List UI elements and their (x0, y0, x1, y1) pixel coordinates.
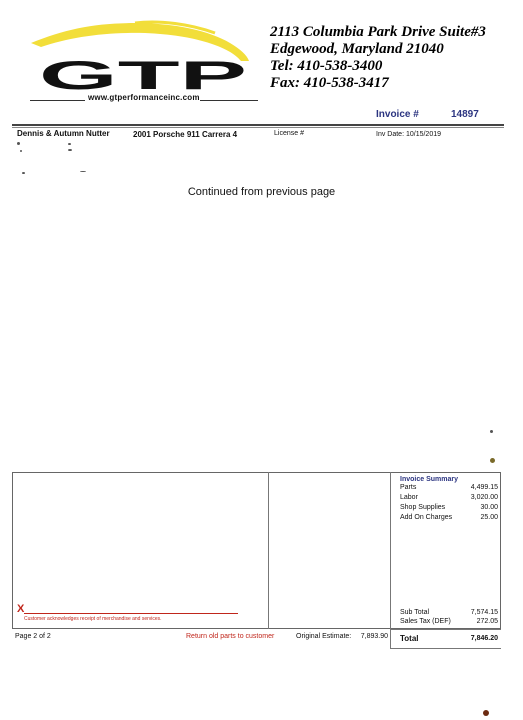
customer-name: Dennis & Autumn Nutter (17, 129, 110, 138)
speck (20, 150, 22, 152)
original-estimate-value: 7,893.90 (360, 633, 388, 640)
summary-parts-label: Parts (400, 484, 417, 491)
header-divider (12, 124, 504, 126)
box-divider-2 (390, 472, 391, 649)
summary-add-on-value: 25.00 (480, 514, 498, 521)
acknowledgement-text: Customer acknowledges receipt of merchandise and services. (24, 616, 162, 622)
summary-parts-value: 4,499.15 (470, 484, 498, 491)
summary-shop-supplies-value: 30.00 (480, 504, 498, 511)
subtotal-value: 7,574.15 (470, 609, 498, 616)
speck (17, 142, 20, 145)
summary-labor-value: 3,020.00 (470, 494, 498, 501)
summary-labor-label: Labor (400, 494, 418, 501)
speck (68, 149, 72, 151)
address-line-2: Edgewood, Maryland 21040 (270, 41, 444, 57)
subtotal-label: Sub Total (400, 609, 430, 616)
invoice-number: 14897 (451, 109, 479, 120)
page-indicator: Page 2 of 2 (15, 633, 51, 640)
continued-notice: Continued from previous page (187, 186, 336, 198)
summary-add-on-label: Add On Charges (400, 514, 453, 521)
vehicle: 2001 Porsche 911 Carrera 4 (133, 130, 238, 139)
stain (490, 458, 495, 463)
summary-shop-supplies-label: Shop Supplies (400, 504, 446, 511)
stain (483, 710, 489, 716)
total-label: Total (400, 634, 419, 643)
speck (490, 430, 493, 433)
invoice-number-label: Invoice # (376, 109, 419, 120)
speck (68, 143, 71, 145)
total-divider (390, 629, 501, 630)
total-bottom-rule (390, 648, 501, 649)
return-parts-note: Return old parts to customer (186, 633, 275, 640)
website-rule-left (30, 100, 85, 101)
company-website[interactable]: www.gtperformanceinc.com (88, 93, 200, 102)
gtp-logo (25, 15, 265, 95)
box-divider-1 (268, 472, 269, 629)
address-line-1: 2113 Columbia Park Drive Suite#3 (270, 24, 486, 40)
original-estimate-label: Original Estimate: (296, 633, 352, 640)
speck (22, 172, 25, 174)
speck (80, 171, 86, 172)
telephone: Tel: 410-538-3400 (270, 58, 383, 74)
sales-tax-label: Sales Tax (DEF) (400, 618, 451, 625)
logo-letters: GTP (39, 54, 247, 95)
invoice-date: Inv Date: 10/15/2019 (376, 131, 441, 138)
website-rule-right (200, 100, 258, 101)
signature-x-mark: X (17, 603, 25, 615)
license-label: License # (274, 130, 304, 137)
fax: Fax: 410-538-3417 (270, 75, 389, 91)
signature-line[interactable] (24, 613, 238, 614)
header-divider-thin (12, 127, 504, 128)
total-value: 7,846.20 (470, 635, 498, 642)
sales-tax-value: 272.05 (476, 618, 498, 625)
summary-box (12, 472, 501, 629)
invoice-summary-title: Invoice Summary (400, 476, 458, 483)
